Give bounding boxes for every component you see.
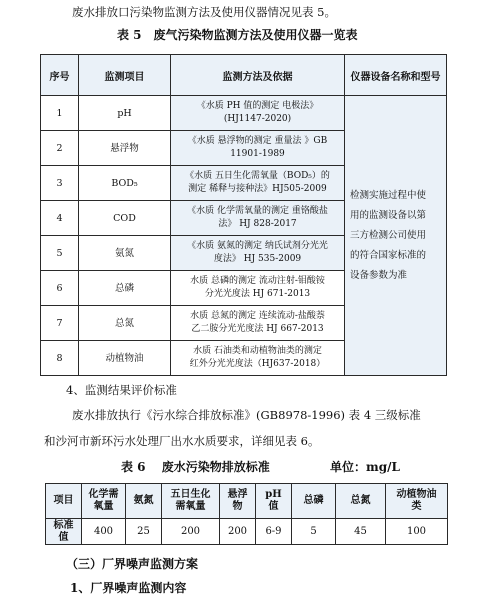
row-no: 6 [41,271,79,306]
section4-heading: 4、监测结果评价标准 [66,383,177,397]
table5 [40,54,447,376]
table6-row-label [46,519,82,545]
method-line-2: 法》 HJ 828-2017 [218,219,297,229]
method-line-2: 红外分光光度法（HJ637-2018） [189,359,326,369]
method-line-1: 《水质 化学需氧量的测定 重铬酸盐 [187,206,328,216]
table6-value: 25 [126,519,162,545]
method-line-1: 《水质 氨氮的测定 纳氏试剂分光光 [187,241,328,251]
method-line-1: 《水质 悬浮物的测定 重量法 》GB [187,136,328,146]
row-label-line: 标准 [53,519,74,531]
instrument-cell [345,96,447,376]
header-line: 类 [411,501,422,512]
row-item: 总氮 [79,306,171,341]
header-line: 动植物油 [396,489,437,500]
table6-header-cell [82,484,126,519]
header-line: 需氧量 [175,501,206,512]
row-no: 8 [41,341,79,376]
instrument-line: 三方检测公司使用 [350,229,427,241]
table6-header-row [46,484,448,519]
header-line: 项目 [53,495,74,506]
header-line: pH [265,489,282,500]
row-method [171,131,345,166]
instrument-line: 检测实施过程中使 [350,189,427,201]
table-row [46,519,448,545]
method-line-2: 11901-1989 [230,149,285,159]
row-item: COD [79,201,171,236]
table6-header-cell [162,484,220,519]
table6-header-cell [126,484,162,519]
table5-header-instrument: 仪器设备名称和型号 [345,55,447,96]
row-method [171,166,345,201]
table5-caption: 表 5 废气污染物监测方法及使用仪器一览表 [117,28,358,42]
table6-header-cell [292,484,336,519]
table6-value: 200 [162,519,220,545]
table6-value: 100 [386,519,448,545]
table6-header-cell [46,484,82,519]
row-method [171,341,345,376]
row-method [171,271,345,306]
table6 [45,483,448,545]
row-item: 总磷 [79,271,171,306]
method-line-1: 水质 总氮的测定 连续流动-盐酸萘 [190,311,325,321]
intro-line: 废水排放口污染物监测方法及使用仪器情况见表 5。 [72,5,336,19]
table6-header-cell [256,484,292,519]
header-line: 化学需 [88,489,119,500]
row-no: 5 [41,236,79,271]
row-item: pH [79,96,171,131]
header-line: 五日生化 [170,489,211,500]
instrument-line: 用的监测设备以第 [350,209,427,221]
method-line-2: 乙二胺分光光度法 HJ 667-2013 [191,324,324,334]
header-line: 悬浮 [227,489,248,500]
header-line: 值 [268,501,279,512]
section3-subheading: 1、厂界噪声监测内容 [70,581,187,595]
row-no: 2 [41,131,79,166]
method-line-2: (HJ1147-2020) [223,114,292,124]
table6-value: 6-9 [256,519,292,545]
table6-unit: 单位：mg/L [330,460,400,474]
row-item: BOD₅ [79,166,171,201]
section3-heading: （三）厂界噪声监测方案 [66,557,199,571]
row-no: 1 [41,96,79,131]
table6-value: 200 [220,519,256,545]
header-line: 总氮 [350,495,371,506]
row-method [171,96,345,131]
row-method [171,306,345,341]
table6-value: 5 [292,519,336,545]
table6-header-cell [336,484,386,519]
table5-header-no: 序号 [41,55,79,96]
table5-header-item: 监测项目 [79,55,171,96]
method-line-2: 测定 稀释与接种法》HJ505-2009 [188,184,327,194]
row-item: 悬浮物 [79,131,171,166]
header-line: 总磷 [303,495,324,506]
method-line-2: 度法》 HJ 535-2009 [213,254,302,264]
table6-header-cell [386,484,448,519]
row-no: 4 [41,201,79,236]
table-row [41,96,447,131]
method-line-1: 《水质 五日生化需氧量（BOD₅）的 [185,171,330,181]
method-line-2: 分光光度法 HJ 671-2013 [204,289,311,299]
row-item: 氨氮 [79,236,171,271]
header-line: 物 [232,501,243,512]
table5-header-method: 监测方法及依据 [171,55,345,96]
row-method [171,236,345,271]
instrument-line: 的符合国家标准的 [350,249,427,261]
paragraph-line-1: 废水排放执行《污水综合排放标准》(GB8978-1996) 表 4 三级标准 [72,408,421,422]
method-line-1: 水质 石油类和动植物油类的测定 [193,346,322,356]
row-method [171,201,345,236]
paragraph-line-2: 和沙河市新环污水处理厂出水水质要求，详细见表 6。 [44,434,320,448]
row-label-line: 值 [58,531,69,543]
row-no: 7 [41,306,79,341]
method-line-1: 《水质 PH 值的测定 电极法》 [196,101,319,111]
table6-value: 400 [82,519,126,545]
table6-value: 45 [336,519,386,545]
header-line: 氨氮 [133,495,154,506]
method-line-1: 水质 总磷的测定 流动注射-钼酸铵 [190,276,325,286]
header-line: 氧量 [93,501,114,512]
row-no: 3 [41,166,79,201]
table6-header-cell [220,484,256,519]
table5-header-row [41,55,447,96]
row-item: 动植物油 [79,341,171,376]
table6-caption: 表 6 废水污染物排放标准 [121,460,270,474]
instrument-line: 设备参数为准 [350,269,408,281]
